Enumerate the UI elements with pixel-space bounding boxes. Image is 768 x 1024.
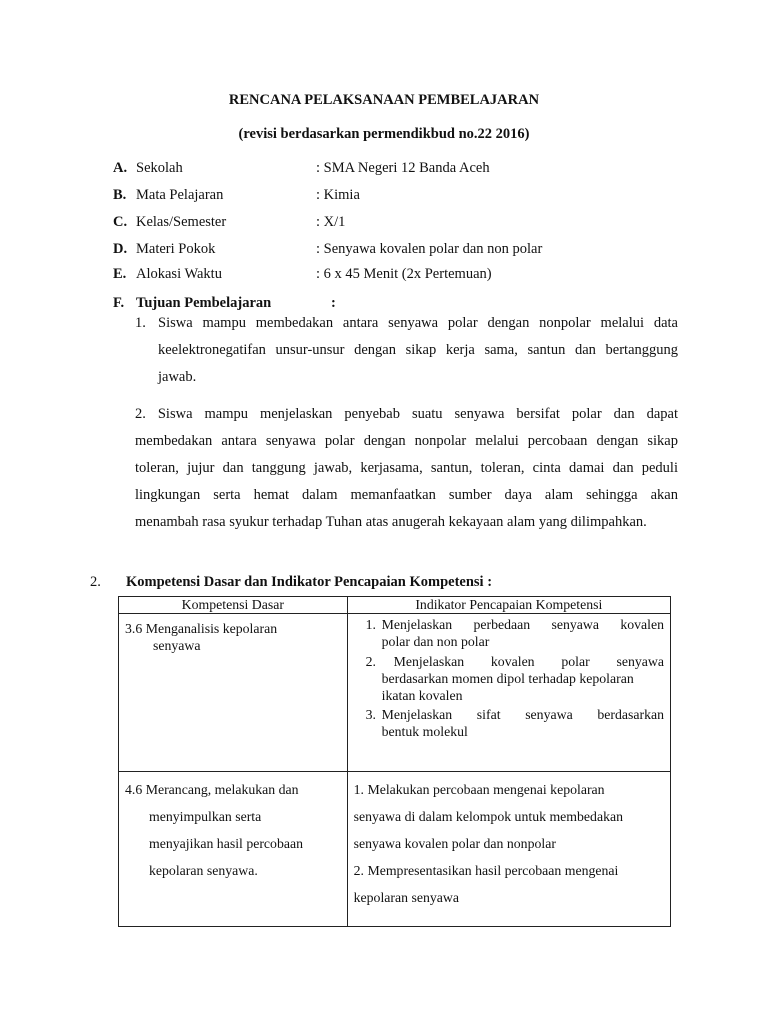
tujuan-item1-line: keelektronegatifan unsur-unsur dengan sikap kerja sama, santun dan bertanggung [158,342,678,358]
kd-line: 3.6 Menganalisis kepolaran [125,621,278,636]
info-letter: C. [113,214,128,230]
info-letter: E. [113,266,127,282]
table-cell-indikator [347,772,670,927]
info-label: Materi Pokok [136,241,216,257]
indikator-line: polar dan non polar [381,634,490,649]
table-header-row [119,597,671,614]
document-title: RENCANA PELAKSANAAN PEMBELAJARAN [228,92,540,108]
indikator-line: Menjelaskan kovalen polar senyawa [393,654,664,669]
indikator-line: senyawa di dalam kelompok untuk membedakan [353,809,623,824]
table-header-kd: Kompetensi Dasar [119,597,348,614]
table-header-indikator: Indikator Pencapaian Kompetensi [347,597,670,614]
section2-title: Kompetensi Dasar dan Indikator Pencapaian Kompetensi : [126,574,493,590]
table-row [119,772,671,927]
tujuan-item2-line: 2. Siswa mampu menjelaskan penyebab suatu senyawa bersifat polar dan dapat [135,406,678,422]
document-subtitle: (revisi berdasarkan permendikbud no.22 2016) [238,126,530,142]
indikator-line: kepolaran senyawa [353,890,459,905]
indikator-item [354,706,664,740]
info-label: Sekolah [136,160,183,176]
indikator-line: 1. Melakukan percobaan mengenai kepolaran [353,782,605,797]
indikator-line: Menjelaskan perbedaan senyawa kovalen [381,617,664,632]
info-label: Mata Pelajaran [136,187,224,203]
tujuan-label: Tujuan Pembelajaran [136,295,272,311]
info-value: : Kimia [316,187,360,203]
tujuan-item1-line: jawab. [158,369,197,385]
info-value: : 6 x 45 Menit (2x Pertemuan) [316,266,492,282]
tujuan-item2-line: lingkungan serta hemat dalam memanfaatkan sumber daya alam sehingga akan [135,487,678,503]
tujuan-item2-line: membedakan antara senyawa polar dengan nonpolar melalui percobaan dengan sikap [135,433,678,449]
indikator-line: ikatan kovalen [381,688,463,703]
info-value: : X/1 [316,214,346,230]
kd-line: kepolaran senyawa. [149,863,258,878]
kd-line: senyawa [153,638,201,653]
kompetensi-table [118,596,671,927]
table-cell-kd [119,614,348,772]
tujuan-item1-line: Siswa mampu membedakan antara senyawa polar dengan nonpolar melalui data [158,315,678,331]
indikator-num: 1. [365,617,376,632]
table-cell-indikator [347,614,670,772]
indikator-line: senyawa kovalen polar dan nonpolar [353,836,556,851]
table-cell-kd [119,772,348,927]
kd-line: menyimpulkan serta [149,809,262,824]
info-value: : SMA Negeri 12 Banda Aceh [316,160,490,176]
info-letter: D. [113,241,128,257]
info-label: Kelas/Semester [136,214,227,230]
table-row [119,614,671,772]
section2-number: 2. [90,574,101,590]
tujuan-item2-line: toleran, jujur dan tanggung jawab, kerjasama, santun, toleran, cinta damai dan peduli [135,460,678,476]
info-label: Alokasi Waktu [136,266,222,282]
indikator-num: 3. [365,707,376,722]
indikator-line: Menjelaskan sifat senyawa berdasarkan [381,707,664,722]
indikator-item [354,616,664,650]
indikator-line: berdasarkan momen dipol terhadap kepolaran [381,671,634,686]
info-letter: A. [113,160,128,176]
indikator-num: 2. [365,654,376,669]
kd-line: 4.6 Merancang, melakukan dan [125,782,299,797]
indikator-line: bentuk molekul [381,724,468,739]
info-value: : Senyawa kovalen polar dan non polar [316,241,543,257]
indikator-item [354,653,664,704]
tujuan-item1-number: 1. [135,315,146,331]
info-letter: B. [113,187,127,203]
indikator-line: 2. Mempresentasikan hasil percobaan mengenai [353,863,619,878]
kd-line: menyajikan hasil percobaan [149,836,304,851]
tujuan-letter: F. [113,295,125,311]
tujuan-colon: : [331,295,336,311]
tujuan-item2-line: menambah rasa syukur terhadap Tuhan atas anugerah kekayaan alam yang dilimpahkan. [135,514,647,530]
